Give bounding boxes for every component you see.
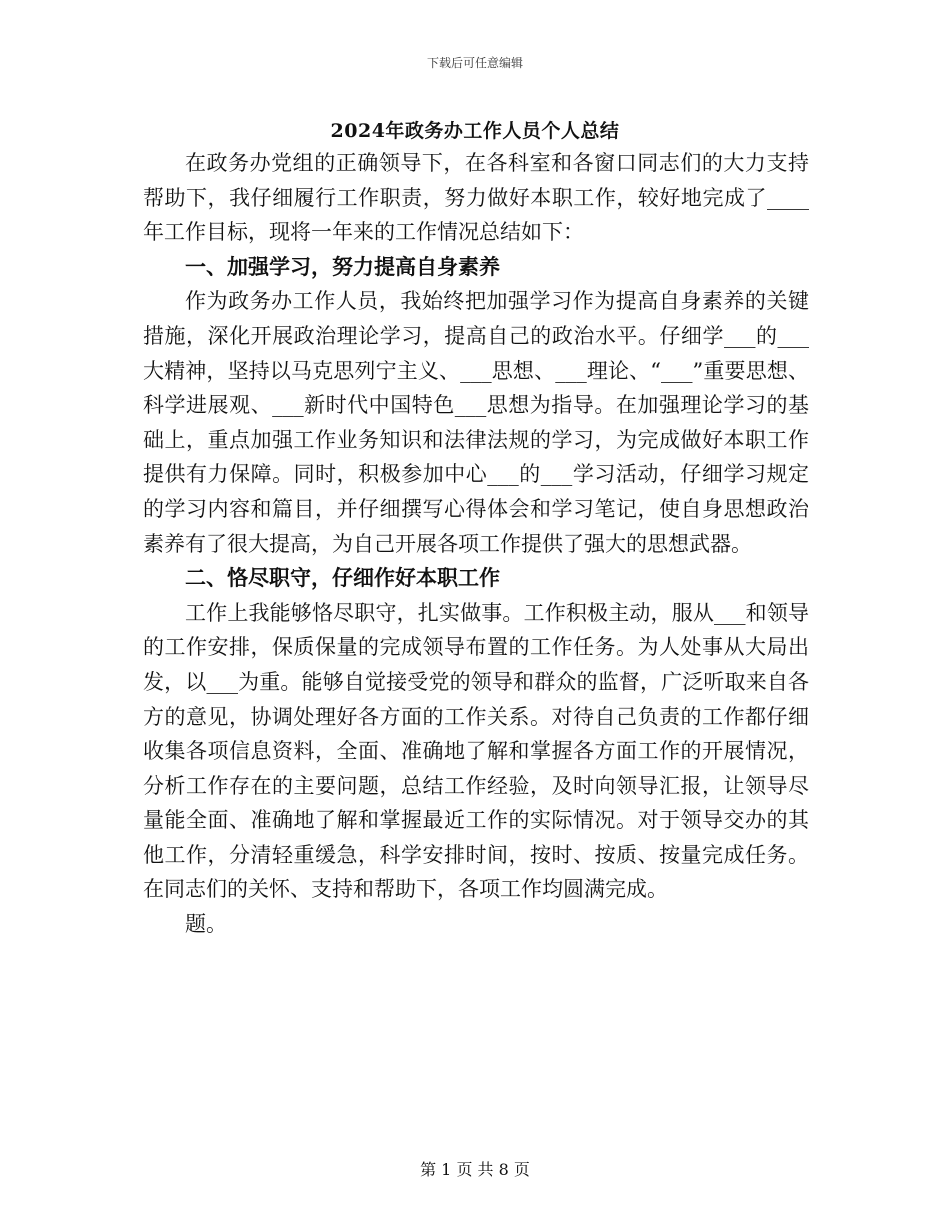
document-title: 2024年政务办工作人员个人总结 [330,120,620,142]
page-number-footer: 第 1 页 共 8 页 [420,1160,530,1179]
section-heading-2: 二、恪尽职守，仔细作好本职工作 [185,565,500,591]
header-note: 下载后可任意编辑 [426,56,523,70]
section-1-paragraph: 作为政务办工作人员，我始终把加强学习作为提高自身素养的关键措施，深化开展政治理论学习，提高自己的政治水平。仔细学___的___大精神，坚持以马克思列宁主义、___思想、___理论、“___”重要思想、科学进展观、___新时代中国特色___思想为指导。在加强理论学习的基础上，重点加强工作业务知识和法律法规的学习，为完成做好本职工作提供有力保障。同时，积极参加中心___的___学习活动，仔细学习规定的学习内容和篇目，并仔细撰写心得体会和学习笔记，使自身思想政治素养有了很大提高，为自己开展各项工作提供了强大的思想武器。 [143,289,809,556]
trailing-paragraph: 题。 [185,912,227,937]
document-body [143,146,809,942]
intro-paragraph: 在政务办党组的正确领导下，在各科室和各窗口同志们的大力支持帮助下，我仔细履行工作职责，努力做好本职工作，较好地完成了____年工作目标，现将一年来的工作情况总结如下： [143,151,809,245]
section-2-paragraph: 工作上我能够恪尽职守，扎实做事。工作积极主动，服从___和领导的工作安排，保质保量的完成领导布置的工作任务。为人处事从大局出发，以___为重。能够自觉接受党的领导和群众的监督，广泛听取来自各方的意见，协调处理好各方面的工作关系。对待自己负责的工作都仔细收集各项信息资料，全面、准确地了解和掌握各方面工作的开展情况，分析工作存在的主要问题，总结工作经验，及时向领导汇报，让领导尽量能全面、准确地了解和掌握最近工作的实际情况。对于领导交办的其他工作，分清轻重缓急，科学安排时间，按时、按质、按量完成任务。在同志们的关怀、支持和帮助下，各项工作均圆满完成。 [143,600,809,902]
section-heading-1: 一、加强学习，努力提高自身素养 [185,253,500,279]
